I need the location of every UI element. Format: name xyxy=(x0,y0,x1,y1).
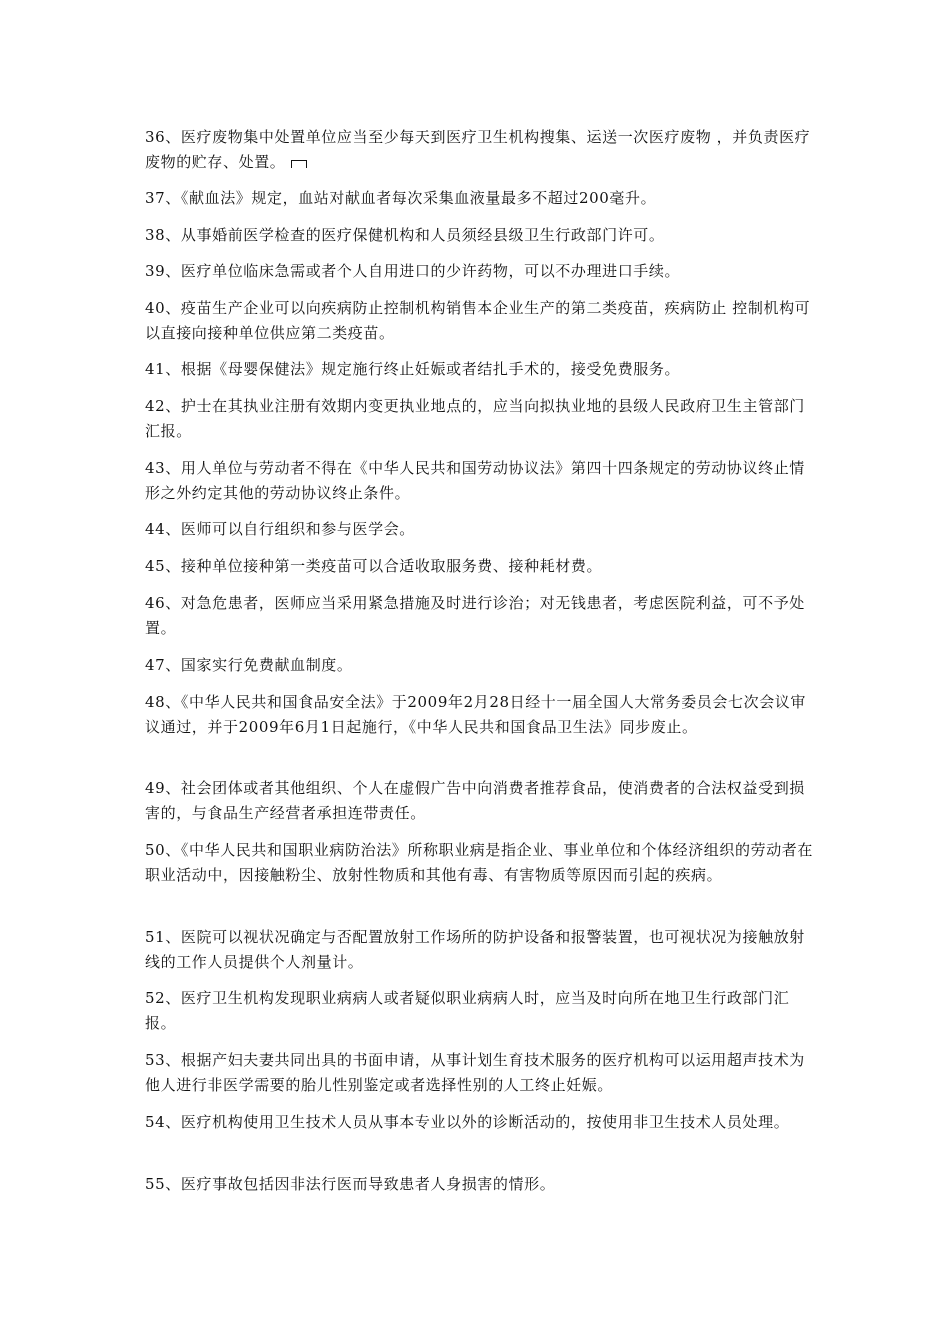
question-number: 54 xyxy=(145,1113,166,1131)
question-text: 、医疗废物集中处置单位应当至少每天到医疗卫生机构搜集、运送一次医疗废物 ，并负责医疗废物的贮存、处置。 xyxy=(145,128,811,171)
question-number: 37 xyxy=(145,189,166,207)
question-55 xyxy=(145,1172,815,1197)
question-text: 、从事婚前医学检查的医疗保健机构和人员须经县级卫生行政部门许可。 xyxy=(165,226,665,244)
question-text: 、医院可以视状况确定与否配置放射工作场所的防护设备和报警装置，也可视状况为接触放射线的工作人员提供个人剂量计。 xyxy=(145,928,805,971)
question-text: 、根据产妇夫妻共同出具的书面申请，从事计划生育技术服务的医疗机构可以运用超声技术为他人进行非医学需要的胎儿性别鉴定或者选择性别的人工终止妊娠。 xyxy=(145,1051,805,1094)
question-text: 、对急危患者，医师应当采用紧急措施及时进行诊治；对无钱患者，考虑医院利益，可不予处置。 xyxy=(145,594,805,637)
question-number: 36 xyxy=(145,128,166,146)
bracket-mark-icon xyxy=(291,160,307,168)
question-number: 50 xyxy=(145,841,166,859)
question-number: 49 xyxy=(145,779,166,797)
question-36 xyxy=(145,125,815,175)
question-text: 、医疗单位临床急需或者个人自用进口的少许药物，可以不办理进口手续。 xyxy=(165,262,681,280)
question-text: 、《献血法》规定，血站对献血者每次采集血液量最多不超过200毫升。 xyxy=(165,189,657,207)
question-52 xyxy=(145,986,815,1036)
question-text: 、医师可以自行组织和参与医学会。 xyxy=(165,520,415,538)
question-42 xyxy=(145,394,815,444)
question-text: 、疫苗生产企业可以向疾病防止控制机构销售本企业生产的第二类疫苗，疾病防止 控制机构可以直接向接种单位供应第二类疫苗。 xyxy=(145,299,811,342)
question-text: 、社会团体或者其他组织、个人在虚假广告中向消费者推荐食品，使消费者的合法权益受到损害的，与食品生产经营者承担连带责任。 xyxy=(145,779,805,822)
question-51 xyxy=(145,925,815,975)
question-text: 、接种单位接种第一类疫苗可以合适收取服务费、接种耗材费。 xyxy=(165,557,603,575)
question-43 xyxy=(145,456,815,506)
question-53 xyxy=(145,1048,815,1098)
question-number: 45 xyxy=(145,557,166,575)
question-46 xyxy=(145,591,815,641)
question-number: 41 xyxy=(145,360,166,378)
question-number: 46 xyxy=(145,594,166,612)
question-40 xyxy=(145,296,815,346)
question-text: 、根据《母婴保健法》规定施行终止妊娠或者结扎手术的，接受免费服务。 xyxy=(165,360,681,378)
question-text: 、用人单位与劳动者不得在《中华人民共和国劳动协议法》第四十四条规定的劳动协议终止情形之外约定其他的劳动协议终止条件。 xyxy=(145,459,805,502)
question-47 xyxy=(145,653,815,678)
question-41 xyxy=(145,357,815,382)
question-text: 、医疗机构使用卫生技术人员从事本专业以外的诊断活动的，按使用非卫生技术人员处理。 xyxy=(165,1113,790,1131)
question-text: 、国家实行免费献血制度。 xyxy=(165,656,353,674)
question-text: 、医疗卫生机构发现职业病病人或者疑似职业病病人时，应当及时向所在地卫生行政部门汇报。 xyxy=(145,989,790,1032)
question-number: 53 xyxy=(145,1051,166,1069)
question-text: 、《中华人民共和国食品安全法》于2009年2月28日经十一届全国人大常务委员会七次会议审议通过，并于2009年6月1日起施行，《中华人民共和国食品卫生法》同步废止。 xyxy=(145,693,807,736)
question-number: 42 xyxy=(145,397,166,415)
question-number: 55 xyxy=(145,1175,166,1193)
question-number: 48 xyxy=(145,693,166,711)
question-number: 38 xyxy=(145,226,166,244)
question-number: 44 xyxy=(145,520,166,538)
question-49 xyxy=(145,776,815,826)
question-48 xyxy=(145,690,815,740)
question-50 xyxy=(145,838,815,888)
question-38 xyxy=(145,223,815,248)
question-number: 39 xyxy=(145,262,166,280)
question-text: 、《中华人民共和国职业病防治法》所称职业病是指企业、事业单位和个体经济组织的劳动者在职业活动中，因接触粉尘、放射性物质和其他有毒、有害物质等原因而引起的疾病。 xyxy=(145,841,814,884)
question-number: 52 xyxy=(145,989,166,1007)
question-text: 、医疗事故包括因非法行医而导致患者人身损害的情形。 xyxy=(165,1175,556,1193)
question-44 xyxy=(145,517,815,542)
question-number: 40 xyxy=(145,299,166,317)
question-number: 47 xyxy=(145,656,166,674)
question-39 xyxy=(145,259,815,284)
question-54 xyxy=(145,1110,815,1135)
question-number: 43 xyxy=(145,459,166,477)
question-45 xyxy=(145,554,815,579)
question-number: 51 xyxy=(145,928,166,946)
question-text: 、护士在其执业注册有效期内变更执业地点的，应当向拟执业地的县级人民政府卫生主管部门汇报。 xyxy=(145,397,805,440)
question-37 xyxy=(145,186,815,211)
